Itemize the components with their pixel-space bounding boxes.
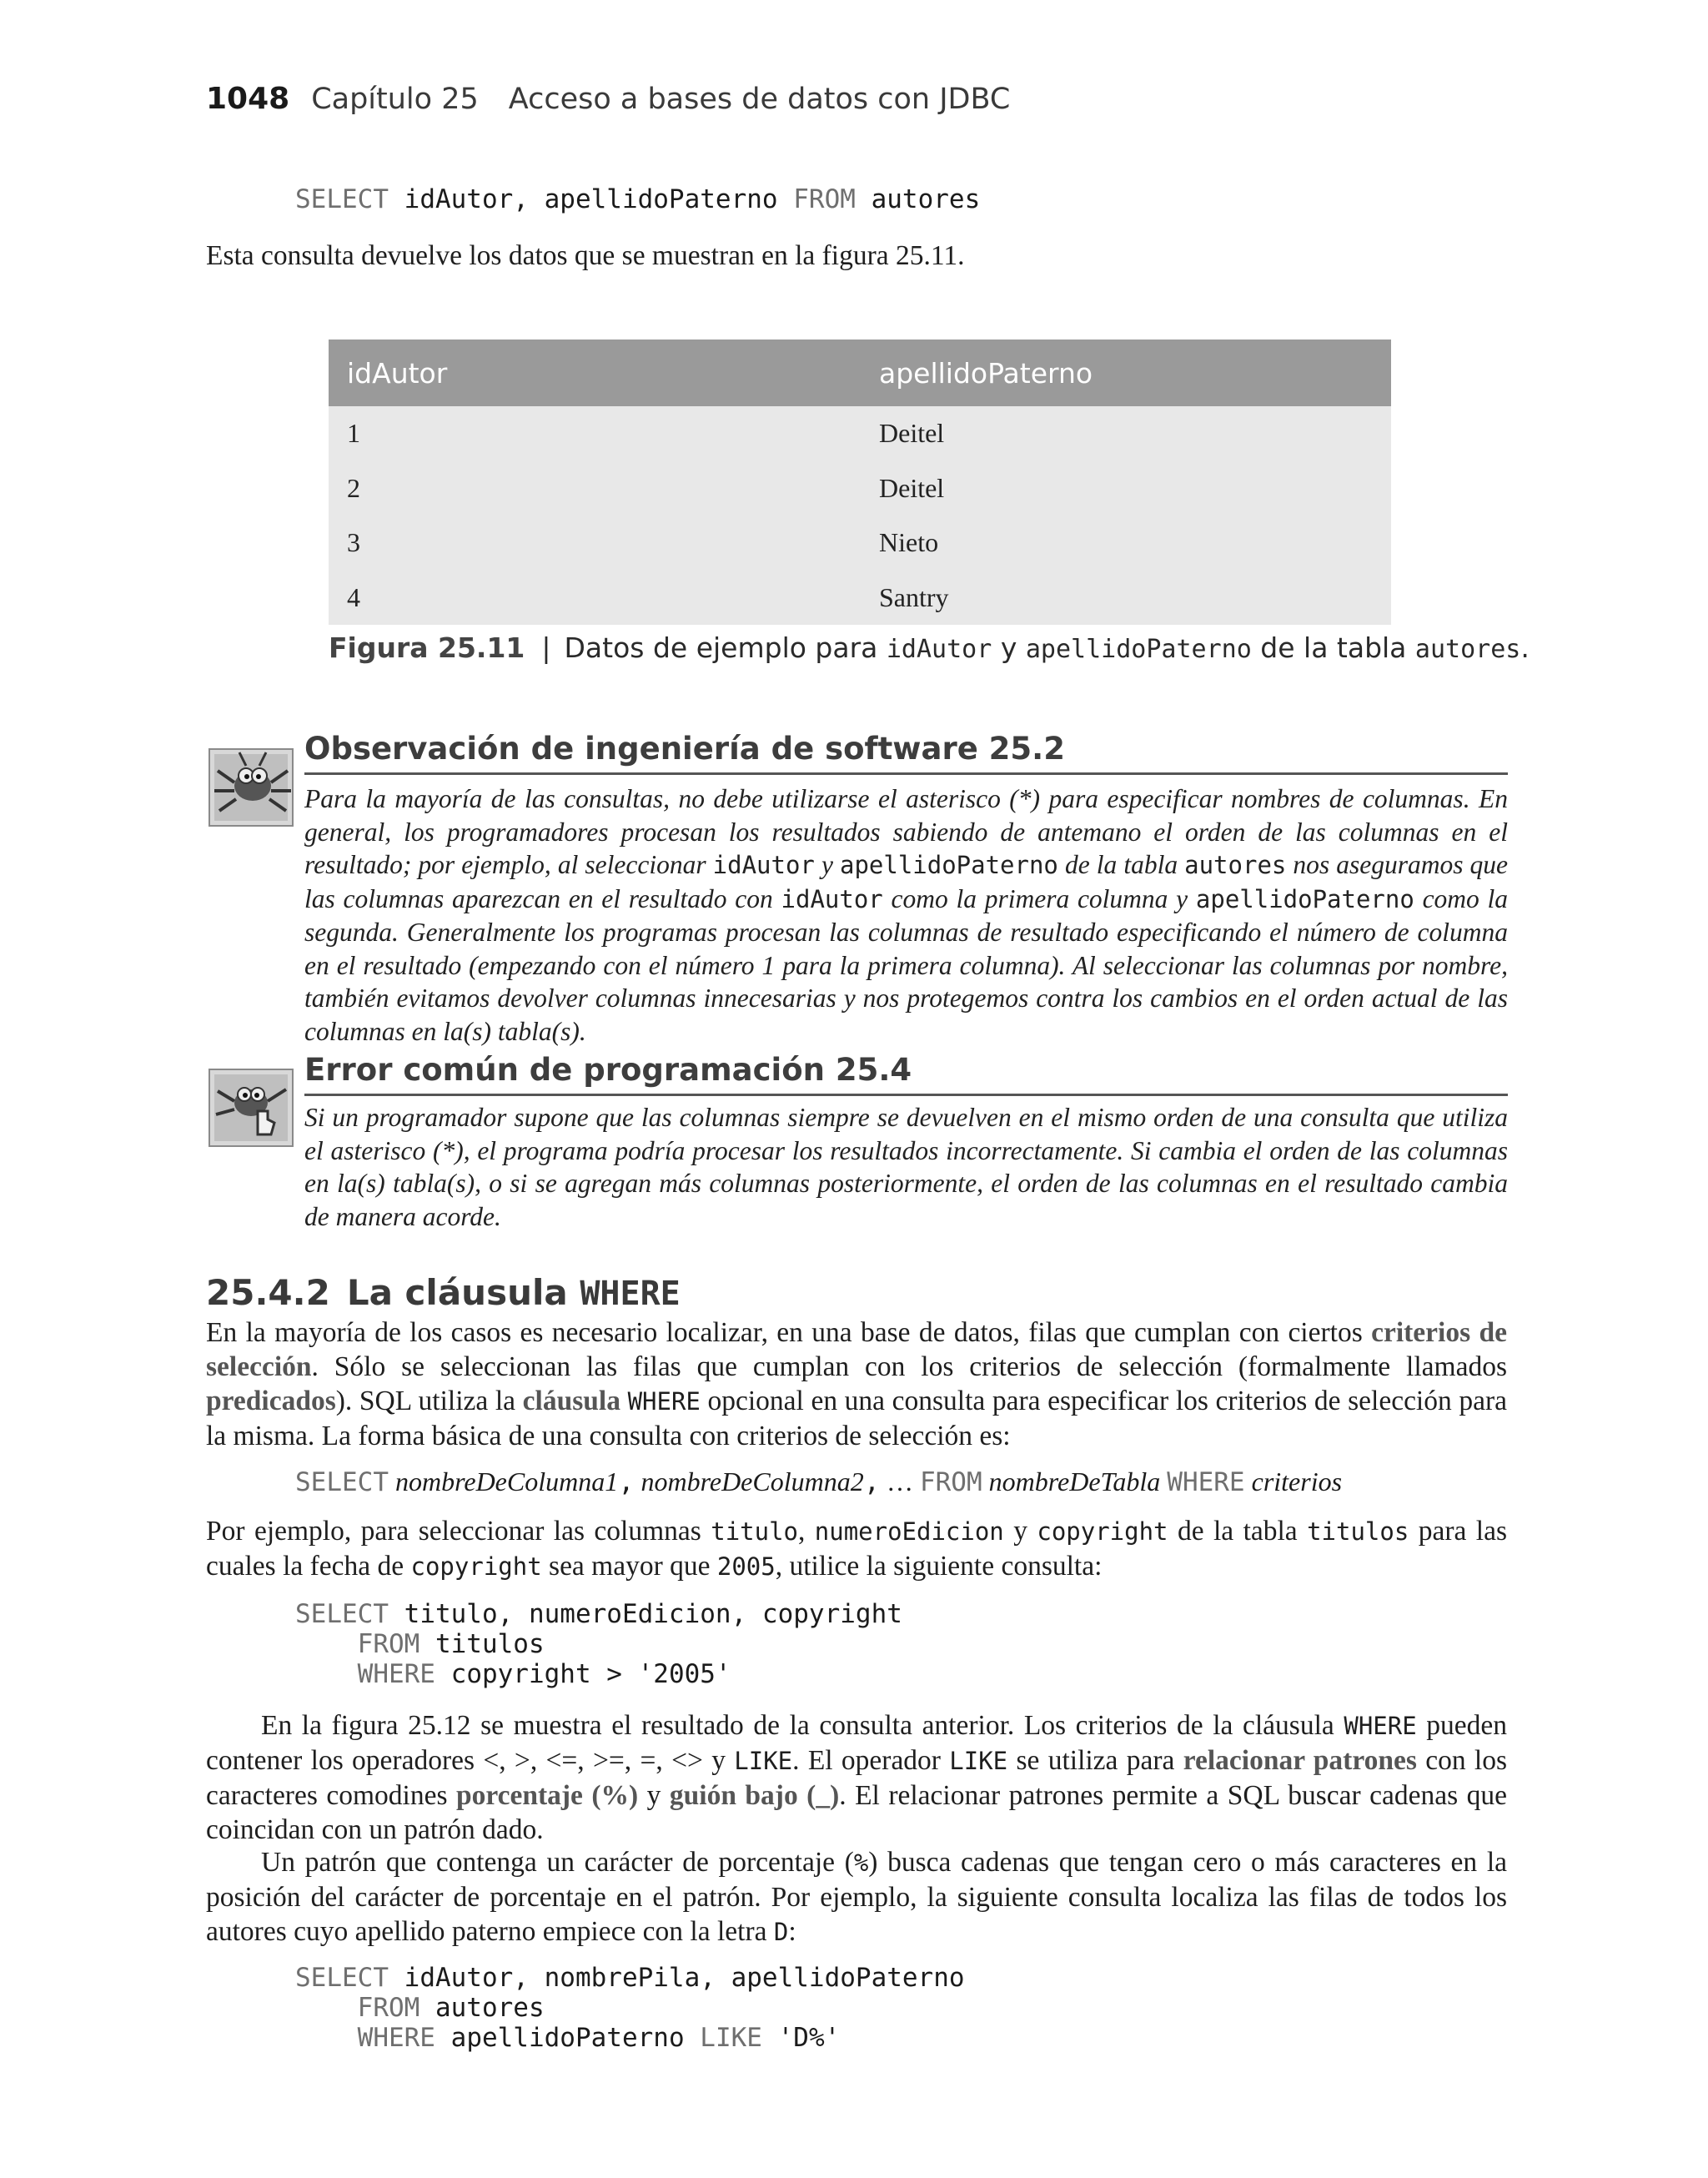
inline-code: apellidoPaterno	[1195, 884, 1414, 913]
inline-code: 2005	[716, 1552, 776, 1581]
sql-keyword: SELECT	[295, 1599, 389, 1629]
inline-code: %	[853, 1849, 869, 1877]
caption-text: de la tabla	[1260, 631, 1407, 664]
text-run: se utiliza para	[1016, 1745, 1175, 1776]
sql-columns: idAutor, apellidoPaterno	[404, 184, 778, 214]
paragraph-example	[206, 1514, 1507, 1584]
inline-code: LIKE	[949, 1747, 1008, 1775]
observation-sentence: como la segunda. Generalmente los programas procesan las columnas de resultado especificando el número de columna en el resultado (empezando con el número 1 para la primera columna). Al seleccionar las columnas por nombre, también evitamos devolver columnas innecesarias y nos protegemos contra los cambios en el orden actual de las columnas en la(s) tabla(s).	[304, 883, 1509, 1046]
code-block-1	[295, 184, 980, 214]
caption-code: idAutor	[886, 635, 992, 664]
sql-keyword: FROM	[919, 1467, 982, 1497]
page-number: 1048	[206, 82, 290, 116]
inline-code: WHERE	[1344, 1712, 1417, 1740]
inline-code: numeroEdicion	[814, 1517, 1004, 1546]
key-term: porcentaje (%)	[455, 1780, 639, 1811]
text-run: opcional en una consulta para especificar los criterios de selección para la misma. La forma básica de una consulta con criterios de selección es:	[206, 1386, 1507, 1451]
inline-code: idAutor	[712, 851, 815, 879]
key-term: cláusula	[522, 1386, 620, 1416]
observation-sentence: y	[821, 850, 833, 879]
table-cell: 3	[329, 516, 861, 571]
caption-separator: |	[541, 631, 551, 664]
inline-code: idAutor	[781, 884, 883, 913]
sql-ellipsis: …	[886, 1466, 913, 1496]
sql-column: apellidoPaterno	[450, 2023, 685, 2053]
observation-sentence: nos aseguramos que las columnas aparezcan en el resultado con	[304, 850, 1509, 913]
inline-code: titulo	[711, 1517, 798, 1546]
text-run: para las cuales la fecha de	[206, 1516, 1508, 1582]
code-block-4	[295, 1963, 965, 2053]
inline-code: copyright	[410, 1552, 542, 1581]
paragraph-percent	[206, 1845, 1507, 1949]
inline-code: copyright	[1037, 1517, 1168, 1546]
sql-keyword: WHERE	[357, 2023, 435, 2053]
sql-keyword: WHERE	[357, 1659, 435, 1689]
running-header	[206, 82, 1010, 116]
sql-keyword: FROM	[793, 184, 856, 214]
caption-code: autores	[1414, 635, 1521, 664]
observation-sentence: de la tabla	[1064, 850, 1178, 879]
sql-pattern: 'D%'	[777, 2023, 841, 2053]
sql-keyword: SELECT	[295, 184, 389, 214]
text-run: En la mayoría de los casos es necesario localizar, en una base de datos, filas que cumplan con ciertos	[206, 1317, 1363, 1348]
key-term: relacionar patrones	[1183, 1745, 1417, 1776]
table-header-row	[329, 340, 1391, 406]
table-cell: 1	[329, 406, 861, 461]
text-run: ) busca cadenas que tengan cero o más caracteres en la posición del carácter de porcentaje en el patrón. Por ejemplo, la siguiente consulta localiza las filas de todos los autores cuyo apellido paterno empiece con la letra	[206, 1847, 1507, 1947]
figure-label: Figura 25.11	[329, 631, 525, 664]
text-run: Un patrón que contenga un carácter de porcentaje (	[261, 1847, 854, 1878]
sql-placeholder: nombreDeColumna2	[640, 1466, 864, 1496]
sql-table: autores	[435, 1993, 545, 2023]
text-run: de la tabla	[1177, 1516, 1298, 1547]
error-title: Error común de programación 25.4	[304, 1052, 912, 1088]
chapter-title: Acceso a bases de datos con JDBC	[508, 83, 1011, 116]
authors-table	[329, 340, 1391, 625]
observation-sentence: como la primera columna y	[891, 883, 1188, 913]
text-run: Por ejemplo, para seleccionar las columnas	[206, 1516, 701, 1547]
text-run: . El operador	[792, 1745, 941, 1776]
caption-code: apellidoPaterno	[1025, 635, 1252, 664]
table-cell: Deitel	[861, 461, 1391, 516]
observation-sentence: Para la mayoría de las consultas, no debe utilizarse el asterisco (*) para especificar nombres de columnas. En general, los programadores procesan los resultados sabiendo de antemano el orden de las columnas en el resultado; por ejemplo, al seleccionar	[304, 784, 1508, 879]
sql-columns: idAutor, nombrePila, apellidoPaterno	[404, 1963, 965, 1993]
chapter-number: Capítulo 25	[311, 83, 479, 116]
column-header: idAutor	[329, 340, 861, 406]
sql-keyword: WHERE	[1167, 1467, 1245, 1497]
text-run: pueden contener los operadores <, >, <=, >=, =, <> y	[206, 1710, 1508, 1776]
key-term: criterios de selección	[206, 1317, 1507, 1382]
table-row	[329, 406, 1391, 461]
inline-code: apellidoPaterno	[840, 851, 1058, 879]
caption-text: Datos de ejemplo para	[564, 631, 878, 664]
text-run: ,	[798, 1516, 806, 1547]
section-number: 25.4.2	[206, 1272, 330, 1313]
section-title-code: WHERE	[580, 1275, 681, 1313]
text-run: con los caracteres comodines	[206, 1745, 1508, 1811]
text-run: y	[646, 1780, 661, 1811]
observation-title: Observación de ingeniería de software 25.2	[304, 731, 1065, 767]
text-run: y	[1013, 1516, 1027, 1547]
text-run: . Sólo se seleccionan las filas que cumplan con los criterios de selección (formalmente llamados	[311, 1351, 1507, 1382]
error-text: Si un programador supone que las columnas siempre se devuelven en el mismo orden de una consulta que utiliza el asterisco (*), el programa podría procesar los resultados incorrectamente. Si cambia el orden de las columnas en la(s) tabla(s), o si se agregan más columnas posteriormente, el orden de las columnas en el resultado cambia de manera acorde.	[304, 1103, 1508, 1231]
code-block-2	[295, 1466, 1342, 1497]
column-header: apellidoPaterno	[861, 340, 1391, 406]
section-title: La cláusula	[346, 1272, 568, 1313]
paragraph-where-intro	[206, 1315, 1507, 1453]
sql-keyword: SELECT	[295, 1467, 389, 1497]
text-run: sea mayor que	[549, 1551, 711, 1582]
sql-placeholder: nombreDeColumna1	[394, 1466, 619, 1496]
code-block-3	[295, 1599, 902, 1689]
text-run: En la figura 25.12 se muestra el resultado de la consulta anterior. Los criterios de la cláusula	[261, 1710, 1334, 1741]
table-cell: 4	[329, 571, 861, 626]
caption-text: y	[1000, 631, 1017, 664]
paragraph-intro: Esta consulta devuelve los datos que se muestran en la figura 25.11.	[206, 240, 965, 271]
inline-code: titulos	[1307, 1517, 1409, 1546]
software-engineering-bug-icon	[206, 741, 299, 831]
text-run: , utilice la siguiente consulta:	[775, 1551, 1103, 1582]
table-cell: Nieto	[861, 516, 1391, 571]
sql-keyword: LIKE	[700, 2023, 762, 2053]
table-cell: Santry	[861, 571, 1391, 626]
key-term: guión bajo (_)	[669, 1780, 840, 1811]
inline-code: D	[773, 1918, 789, 1946]
common-error-bug-icon	[206, 1061, 299, 1151]
observation-text	[304, 782, 1508, 1048]
text-run: :	[788, 1916, 796, 1947]
figure-caption	[329, 631, 1530, 664]
observation-rule	[304, 772, 1508, 775]
table-row	[329, 461, 1391, 516]
text-run: . El relacionar patrones permite a SQL buscar cadenas que coincidan con un patrón dado.	[206, 1780, 1508, 1845]
sql-keyword: FROM	[357, 1629, 420, 1659]
table-cell: Deitel	[861, 406, 1391, 461]
sql-columns: titulo, numeroEdicion, copyright	[404, 1599, 902, 1629]
sql-table: autores	[871, 184, 981, 214]
inline-code: LIKE	[734, 1747, 793, 1775]
key-term: predicados	[206, 1386, 336, 1416]
sql-punct: ,	[618, 1466, 635, 1497]
text-run: ). SQL utiliza la	[335, 1386, 516, 1416]
caption-text: .	[1520, 631, 1530, 664]
inline-code: WHERE	[627, 1387, 701, 1416]
sql-keyword: SELECT	[295, 1963, 389, 1993]
error-rule	[304, 1094, 1508, 1096]
table-cell: 2	[329, 461, 861, 516]
paragraph-operators	[206, 1708, 1507, 1847]
sql-condition: copyright > '2005'	[450, 1659, 731, 1689]
sql-keyword: FROM	[357, 1993, 420, 2023]
sql-placeholder: nombreDeTabla	[988, 1466, 1161, 1496]
table-row	[329, 516, 1391, 571]
sql-table: titulos	[435, 1629, 545, 1659]
sql-punct: ,	[863, 1466, 880, 1497]
sql-placeholder: criterios	[1251, 1466, 1343, 1496]
table-row	[329, 571, 1391, 626]
section-heading	[206, 1272, 681, 1313]
inline-code: autores	[1184, 851, 1287, 879]
